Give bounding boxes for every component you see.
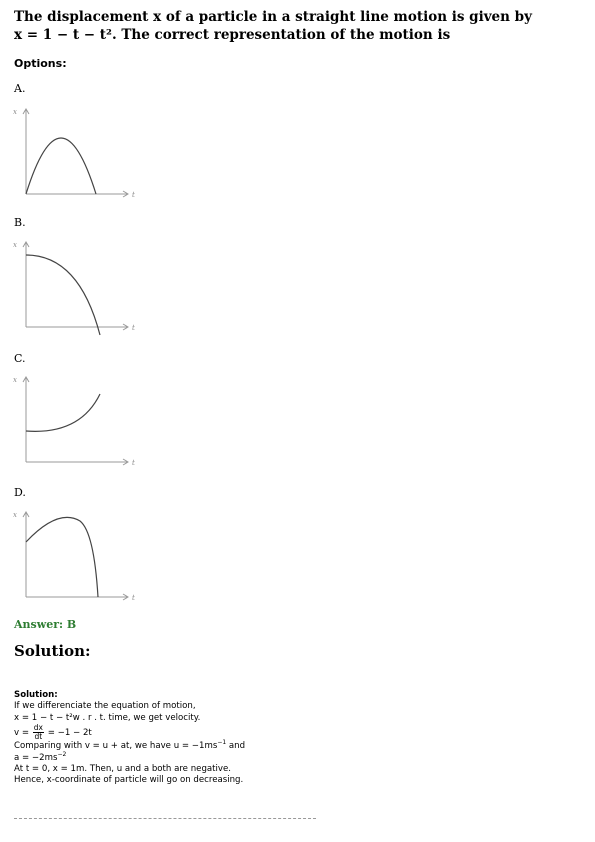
- v-prefix: v =: [14, 728, 30, 739]
- line4-exponent: −1: [217, 739, 227, 747]
- line4-and: and: [226, 741, 246, 752]
- x-axis-label: t: [132, 459, 135, 467]
- option-d-letter: D.: [14, 486, 26, 499]
- question-line-2: x = 1 − t − t². The correct representation of the motion is: [14, 27, 451, 43]
- y-axis-label: x: [13, 376, 17, 384]
- solution-line-5: [14, 750, 534, 764]
- divider-line: [14, 818, 316, 819]
- line5-exponent: −2: [57, 750, 67, 758]
- solution-heading: Solution:: [14, 642, 91, 660]
- option-b-letter: B.: [14, 216, 26, 229]
- y-axis-label: x: [13, 241, 17, 249]
- solution-line-1: If we differenciate the equation of motion,: [14, 701, 196, 712]
- fraction-numerator: dx: [33, 723, 43, 733]
- curve-c: [26, 394, 100, 431]
- option-c-graph: [10, 373, 140, 488]
- option-b-graph: [10, 238, 140, 353]
- options-label: Options:: [14, 57, 67, 70]
- question-text: [14, 8, 574, 44]
- x-axis-label: t: [132, 594, 135, 602]
- x-axis-label: t: [132, 324, 135, 332]
- solution-line-3: [14, 724, 534, 741]
- curve-b: [26, 255, 100, 335]
- line4-text: Comparing with v = u + at, we have u = −1ms: [14, 741, 218, 752]
- solution-line-6: At t = 0, x = 1m. Then, u and a both are negative.: [14, 764, 232, 775]
- curve-d: [26, 517, 98, 597]
- solution-line-4: [14, 741, 534, 752]
- x-axis-label: t: [132, 191, 135, 199]
- line5-text: a = −2ms: [14, 752, 58, 763]
- answer-label: Answer: B: [14, 618, 77, 631]
- question-line-1: The displacement x of a particle in a straight line motion is given by: [14, 9, 532, 25]
- y-axis-label: x: [13, 108, 17, 116]
- option-c-letter: C.: [14, 352, 26, 365]
- solution-title: Solution:: [14, 690, 58, 700]
- derivative-fraction: [33, 724, 44, 741]
- solution-line-7: Hence, x-coordinate of particle will go on decreasing.: [14, 775, 244, 786]
- option-a-graph: [10, 105, 140, 220]
- option-a-letter: A.: [14, 82, 26, 95]
- fraction-denominator: dt: [34, 732, 43, 742]
- y-axis-label: x: [13, 511, 17, 519]
- v-suffix: = −1 − 2t: [47, 728, 92, 739]
- solution-line-2: x = 1 − t − t²w . r . t. time, we get velocity.: [14, 712, 201, 723]
- curve-a: [26, 138, 96, 194]
- solution-body: [14, 690, 534, 787]
- option-d-graph: [10, 508, 140, 623]
